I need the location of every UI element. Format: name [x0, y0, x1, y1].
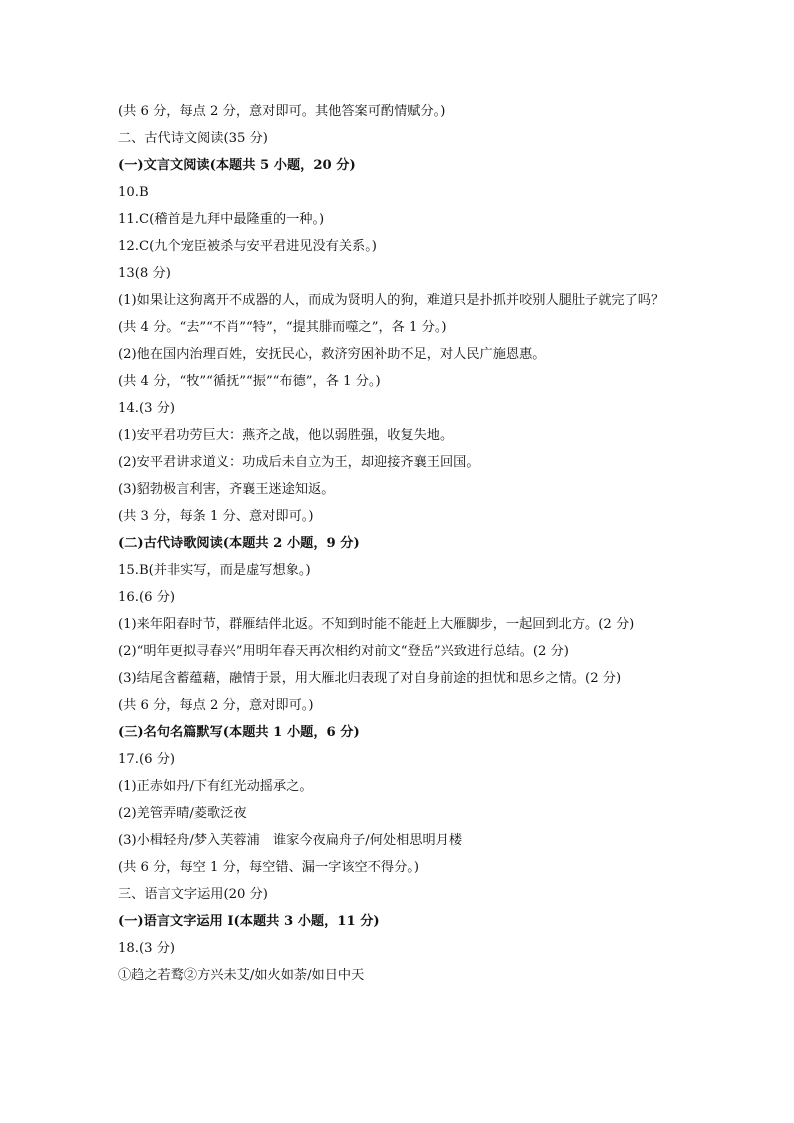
answer-line: 10.B [118, 185, 149, 200]
answer-line: (2)他在国内治理百姓，安抚民心，救济穷困补助不足，对人民广施恩惠。 [118, 347, 546, 362]
answer-line: (2)“明年更拟寻春兴”用明年春天再次相约对前文“登岳”兴致进行总结。(2 分) [118, 644, 569, 659]
answer-line: (1)来年阳春时节，群雁结伴北返。不知到时能不能赶上大雁脚步，一起回到北方。(2 分) [118, 617, 635, 632]
answer-line: (1)正赤如丹/下有红光动摇承之。 [118, 779, 313, 794]
question-number: 18.(3 分) [118, 941, 176, 956]
answer-line: (1)如果让这狗离开不成器的人，而成为贤明人的狗，难道只是扑抓并咬别人腿肚子就完了吗？ [118, 293, 665, 308]
section-heading: 三、语言文字运用(20 分) [118, 887, 268, 902]
answer-line: (3)小楫轻舟/梦入芙蓉浦 谁家今夜扁舟子/何处相思明月楼 [118, 833, 463, 848]
subsection-heading: (二)古代诗歌阅读(本题共 2 小题，9 分) [118, 536, 360, 551]
scoring-note: (共 6 分，每点 2 分，意对即可。) [118, 698, 314, 713]
answer-line: (2)安平君讲求道义：功成后未自立为王，却迎接齐襄王回国。 [118, 455, 480, 470]
scoring-note: (共 6 分，每点 2 分，意对即可。其他答案可酌情赋分。) [118, 104, 446, 119]
answer-line: ①趋之若鹜②方兴未艾/如火如荼/如日中天 [118, 968, 365, 983]
answer-line: 12.C(九个宠臣被杀与安平君进见没有关系。) [118, 239, 377, 254]
question-number: 16.(6 分) [118, 590, 176, 605]
question-number: 17.(6 分) [118, 752, 176, 767]
scoring-note: (共 6 分，每空 1 分，每空错、漏一字该空不得分。) [118, 860, 419, 875]
answer-line: (3)结尾含蓄蕴藉，融情于景，用大雁北归表现了对自身前途的担忧和思乡之情。(2 分) [118, 671, 622, 686]
question-number: 13(8 分) [118, 266, 171, 281]
subsection-heading: (一)文言文阅读(本题共 5 小题，20 分) [118, 158, 356, 173]
subsection-heading: (一)语言文字运用 I(本题共 3 小题，11 分) [118, 914, 380, 929]
scoring-note: (共 4 分，“牧”“循抚”“振”“布德”，各 1 分。) [118, 374, 381, 389]
section-heading: 二、古代诗文阅读(35 分) [118, 131, 268, 146]
answer-key-body [118, 98, 678, 989]
answer-line: (1)安平君功劳巨大：燕齐之战，他以弱胜强，收复失地。 [118, 428, 454, 443]
scoring-note: (共 4 分。“去”“不肖”“特”，“提其腓而噬之”，各 1 分。) [118, 320, 447, 335]
question-number: 14.(3 分) [118, 401, 176, 416]
subsection-heading: (三)名句名篇默写(本题共 1 小题，6 分) [118, 725, 360, 740]
scoring-note: (共 3 分，每条 1 分、意对即可。) [118, 509, 314, 524]
answer-line: (3)貂勃极言利害，齐襄王迷途知返。 [118, 482, 335, 497]
answer-line: (2)羌管弄晴/菱歌泛夜 [118, 806, 247, 821]
answer-line: 11.C(稽首是九拜中最隆重的一种。) [118, 212, 325, 227]
answer-line: 15.B(并非实写，而是虚写想象。) [118, 563, 311, 578]
